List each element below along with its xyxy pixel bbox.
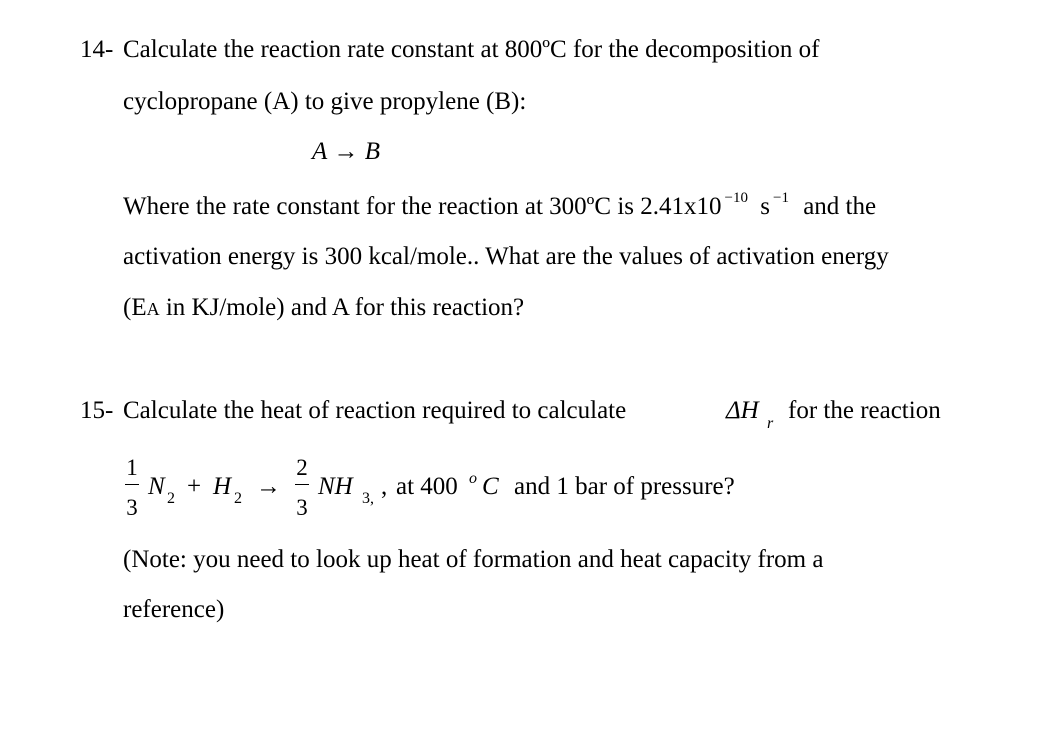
- equation-comma: ,: [381, 473, 388, 500]
- hydrogen-symbol: H: [213, 473, 232, 500]
- q15-line1-post: for the reaction: [788, 397, 941, 424]
- q14-ea-subscript: A: [146, 299, 160, 319]
- product-b: B: [364, 138, 381, 165]
- degree-sign: o: [469, 470, 477, 487]
- ammonia-symbol: NH: [318, 473, 353, 500]
- q15-delta-h: ΔH: [726, 397, 759, 424]
- q15-note-line2: reference): [123, 596, 225, 623]
- q15-delta-h-subscript: r: [767, 415, 774, 432]
- q14-exponent: −10: [724, 190, 748, 206]
- reaction-arrow-15: →: [256, 473, 281, 500]
- q14-ea-prefix: (E: [123, 294, 147, 321]
- hydrogen-subscript: 2: [234, 490, 242, 507]
- q14-line2: cyclopropane (A) to give propylene (B):: [123, 88, 527, 115]
- q14-line5-rest: in KJ/mole) and A for this reaction?: [159, 294, 525, 321]
- q14-line1: Calculate the reaction rate constant at 800ºC for the decomposition of: [123, 36, 820, 63]
- q15-note-line1: (Note: you need to look up heat of formation and heat capacity from a: [123, 546, 824, 573]
- q14-number: 14-: [80, 36, 114, 63]
- fraction-1-denominator: 3: [126, 495, 138, 520]
- reactant-a: A: [312, 138, 328, 165]
- q14-rate-constant-text: Where the rate constant for the reaction at 300ºC is 2.41x10: [123, 193, 722, 220]
- fraction-2-bar: [295, 484, 309, 485]
- temperature-text: at 400: [396, 473, 458, 500]
- q14-unit-exponent: −1: [772, 190, 789, 206]
- q14-reaction-equation: [312, 137, 380, 167]
- q14-line3-end: and the: [803, 193, 877, 220]
- fraction-1-numerator: 1: [126, 455, 138, 480]
- q14-line4: activation energy is 300 kcal/mole.. What are the values of activation energy: [123, 243, 889, 270]
- q14-line3: [123, 192, 876, 225]
- plus-sign: +: [187, 473, 202, 500]
- reaction-arrow: →: [333, 138, 359, 165]
- q14-line5: [123, 293, 524, 324]
- nitrogen-subscript: 2: [167, 490, 175, 507]
- q14-unit: s: [760, 193, 770, 220]
- nitrogen-symbol: N: [148, 473, 165, 500]
- fraction-2-numerator: 2: [296, 455, 308, 480]
- q15-line1-pre: Calculate the heat of reaction required to calculate: [123, 397, 627, 424]
- ammonia-subscript: 3,: [362, 490, 374, 507]
- fraction-2-denominator: 3: [296, 495, 308, 520]
- q15-line2-post: and 1 bar of pressure?: [514, 473, 735, 500]
- fraction-1-bar: [125, 484, 139, 485]
- celsius-symbol: C: [482, 473, 499, 500]
- q15-number: 15-: [80, 397, 114, 424]
